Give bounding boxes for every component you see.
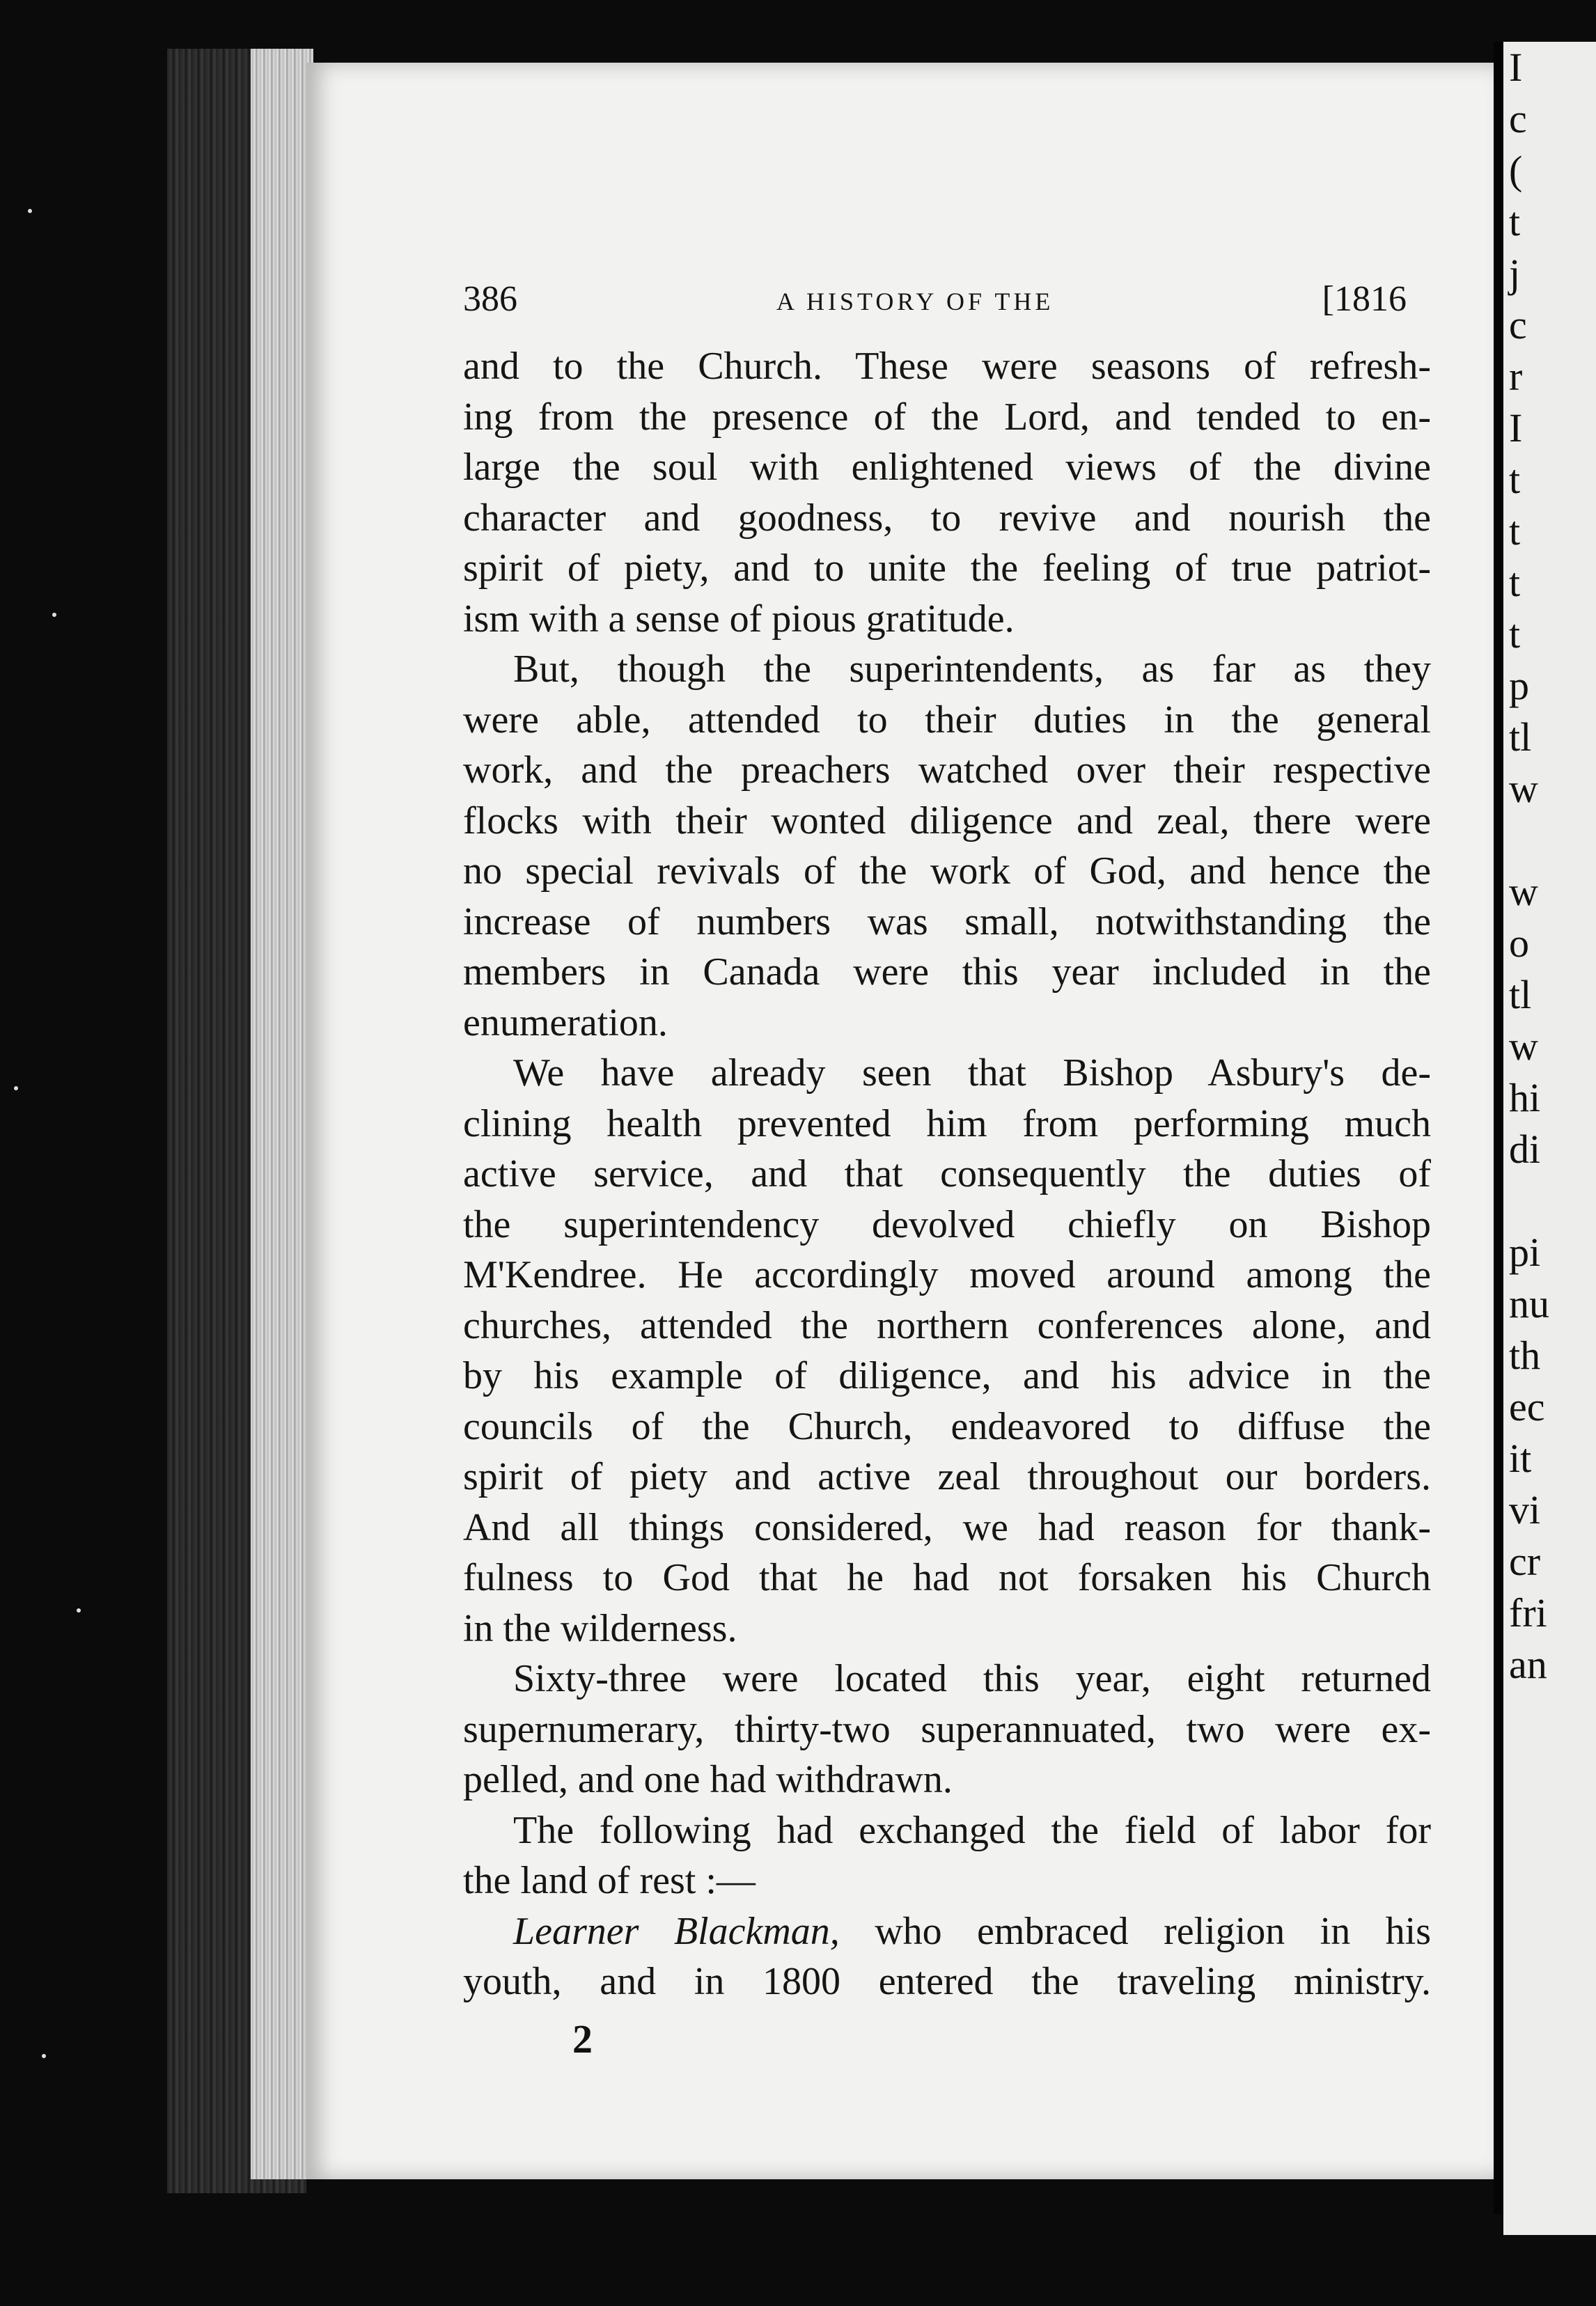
- fragment-letter: t: [1509, 457, 1521, 502]
- fragment-letter: an: [1509, 1642, 1547, 1687]
- text-line: councils of the Church, endeavored to diffuse the: [463, 1404, 1431, 1448]
- fragment-letter: w: [1509, 1023, 1538, 1069]
- text-line: work, and the preachers watched over their respective: [463, 748, 1431, 792]
- fragment-letter: c: [1509, 302, 1527, 347]
- text-line: But, though the superintendents, as far as they: [513, 648, 1431, 691]
- fragment-letter: t: [1509, 199, 1521, 244]
- fragment-letter: tl: [1509, 972, 1532, 1017]
- fragment-letter: hi: [1509, 1075, 1541, 1120]
- signature-mark: 2: [572, 2016, 593, 2062]
- fragment-letter: o: [1509, 920, 1529, 966]
- text-line: [463, 1906, 1431, 1957]
- running-title: A HISTORY OF THE: [776, 288, 1054, 315]
- fragment-letter: ec: [1509, 1384, 1545, 1429]
- fragment-letter: cr: [1509, 1539, 1541, 1584]
- fragment-letter: t: [1509, 508, 1521, 554]
- text-line: clining health prevented him from performing much: [463, 1101, 1431, 1145]
- text-line: fulness to God that he had not forsaken his Church: [463, 1556, 1431, 1599]
- dust-speck: [77, 1608, 81, 1613]
- fragment-letter: pi: [1509, 1230, 1541, 1275]
- fragment-letter: [1509, 815, 1549, 866]
- text-line: The following had exchanged the field of labor for: [513, 1808, 1431, 1852]
- text-line: were able, attended to their duties in the general: [463, 698, 1431, 742]
- fragment-letter: j: [1509, 251, 1521, 296]
- text-line: enumeration.: [463, 1001, 668, 1044]
- text-line: M'Kendree. He accordingly moved around among the: [463, 1253, 1431, 1296]
- text-line: active service, and that consequently the duties of: [463, 1152, 1431, 1195]
- text-line: youth, and in 1800 entered the traveling ministry.: [463, 1960, 1431, 2003]
- text-line: members in Canada were this year included in the: [463, 950, 1431, 994]
- text-line: large the soul with enlightened views of the divine: [463, 446, 1431, 489]
- fragment-letter: it: [1509, 1436, 1532, 1481]
- fragment-letter: t: [1509, 611, 1521, 657]
- year-marker: [1816: [1322, 279, 1407, 319]
- fragment-letter: (: [1509, 148, 1523, 193]
- dust-speck: [28, 209, 32, 213]
- page-gutter: [1494, 42, 1503, 2214]
- text-line: character and goodness, to revive and nourish the: [463, 496, 1431, 540]
- text-line: ism with a sense of pious gratitude.: [463, 597, 1015, 641]
- text-line: ing from the presence of the Lord, and tended to en-: [463, 395, 1431, 439]
- body-text: [463, 341, 1431, 2007]
- text-line: supernumerary, thirty-two superannuated, two were ex-: [463, 1707, 1431, 1751]
- fragment-letter: I: [1509, 45, 1523, 90]
- text-line: and to the Church. These were seasons of refresh-: [463, 345, 1431, 388]
- dust-speck: [42, 2054, 46, 2058]
- text-line: We have already seen that Bishop Asbury's de-: [513, 1051, 1431, 1095]
- text-line: flocks with their wonted diligence and zeal, there were: [463, 799, 1431, 842]
- fragment-letter: tl: [1509, 714, 1532, 760]
- text-line: churches, attended the northern conferences alone, and: [463, 1303, 1431, 1347]
- fragment-letter: vi: [1509, 1487, 1541, 1532]
- fragment-letter: fri: [1509, 1590, 1547, 1636]
- text-line: no special revivals of the work of God, and hence the: [463, 849, 1431, 893]
- text-line: the land of rest :—: [463, 1859, 756, 1902]
- fragment-letter: th: [1509, 1333, 1541, 1378]
- book-page-edges: [251, 49, 313, 2179]
- dust-speck: [52, 613, 56, 617]
- dust-speck: [14, 1086, 18, 1090]
- fragment-letter: w: [1509, 869, 1538, 914]
- text-line: Sixty-three were located this year, eight returned: [513, 1657, 1431, 1700]
- text-line: in the wilderness.: [463, 1606, 737, 1650]
- fragment-letter: I: [1509, 405, 1523, 450]
- text-line: spirit of piety and active zeal throughout our borders.: [463, 1455, 1431, 1498]
- fragment-letter: r: [1509, 354, 1523, 399]
- fragment-letter: w: [1509, 766, 1538, 811]
- page-number: 386: [463, 279, 517, 319]
- text-line: the superintendency devolved chiefly on Bishop: [463, 1202, 1431, 1246]
- fragment-letter: [1509, 1175, 1549, 1227]
- text-line: spirit of piety, and to unite the feeling of true patriot-: [463, 547, 1431, 590]
- fragment-letter: di: [1509, 1127, 1541, 1172]
- page-header: [463, 279, 1407, 327]
- text-line: by his example of diligence, and his advice in the: [463, 1354, 1431, 1397]
- text-fragment: who embraced religion in his: [839, 1909, 1431, 1953]
- text-line: increase of numbers was small, notwithstanding the: [463, 900, 1431, 943]
- text-line: pelled, and one had withdrawn.: [463, 1758, 953, 1801]
- person-name: Learner Blackman,: [513, 1909, 840, 1953]
- fragment-letter: p: [1509, 663, 1529, 708]
- fragment-letter: t: [1509, 560, 1521, 605]
- fragment-letter: c: [1509, 96, 1527, 141]
- text-line: And all things considered, we had reason for thank-: [463, 1505, 1431, 1549]
- fragment-letter: nu: [1509, 1281, 1549, 1326]
- right-page-letter-fragments: [1509, 42, 1549, 1691]
- right-page-fragment: [1503, 42, 1596, 2235]
